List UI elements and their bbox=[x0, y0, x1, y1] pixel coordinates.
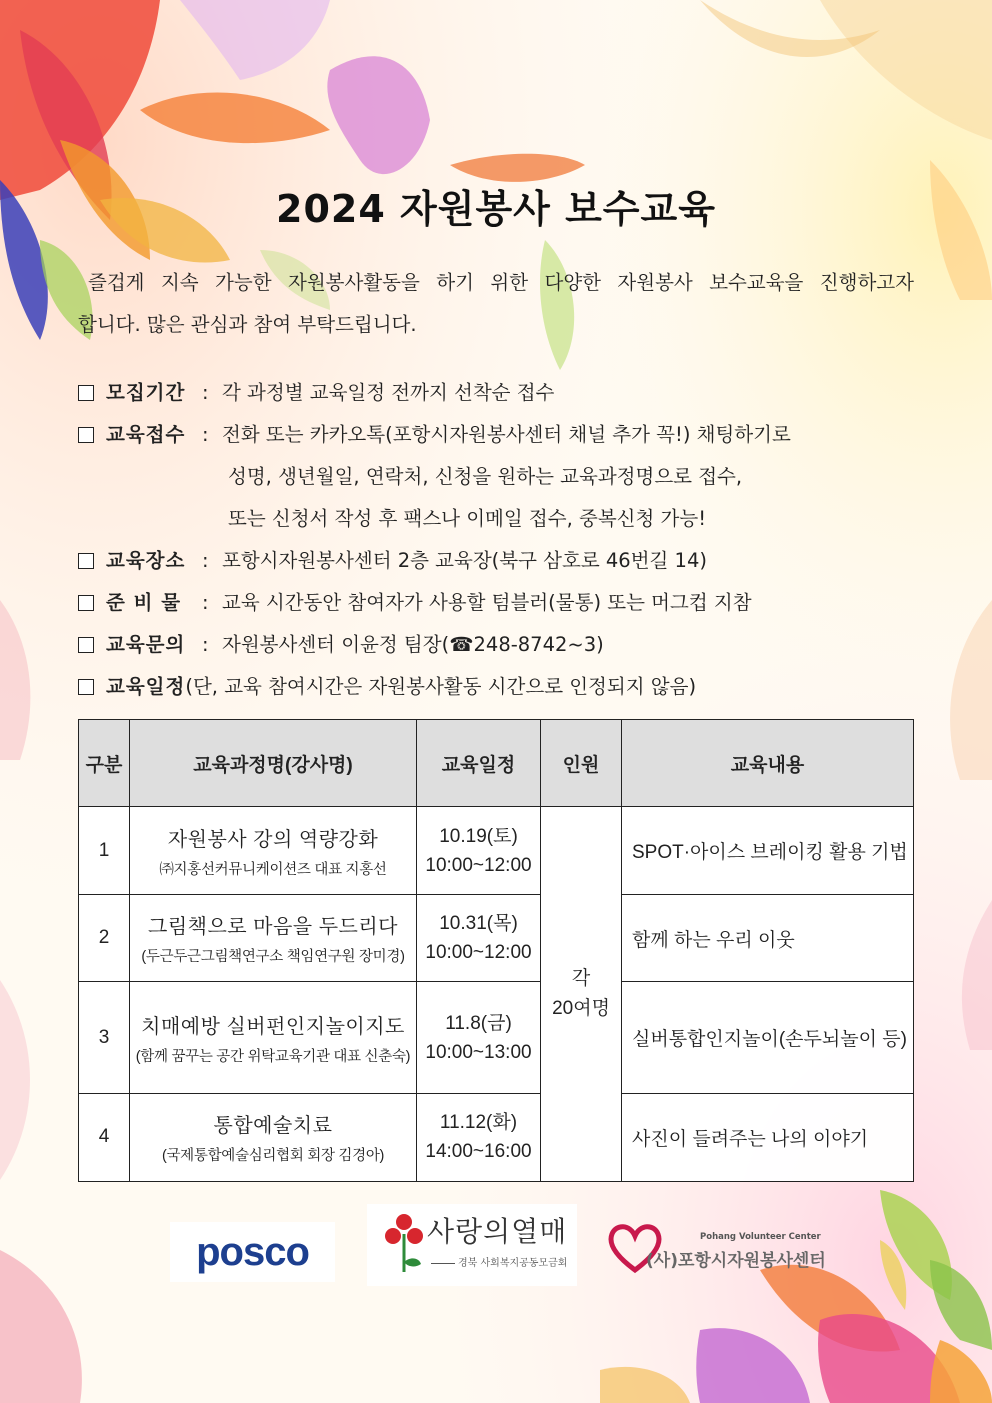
instructor: (함께 꿈꾸는 공간 위탁교육기관 대표 신춘숙) bbox=[135, 1048, 411, 1065]
course-cell bbox=[130, 895, 417, 982]
date: 10.31(목) bbox=[439, 913, 518, 935]
colon: : bbox=[202, 633, 209, 656]
instructor: ㈜지홍선커뮤니케이션즈 대표 지홍선 bbox=[159, 861, 387, 878]
info-label-with-note bbox=[106, 666, 696, 708]
intro-line-2: 합니다. 많은 관심과 참여 부탁드립니다. bbox=[78, 313, 417, 336]
instructor: (두근두근그림책연구소 책임연구원 장미경) bbox=[141, 949, 405, 966]
posco-wordmark: posco bbox=[196, 1229, 309, 1274]
checkbox-icon bbox=[78, 385, 94, 401]
course-cell bbox=[130, 807, 417, 895]
info-item-location bbox=[78, 540, 938, 582]
info-label: 모집기간 bbox=[106, 381, 186, 404]
info-list bbox=[78, 372, 938, 708]
people-cell bbox=[541, 807, 622, 1182]
header-date: 교육일정 bbox=[417, 720, 541, 807]
page-title: 2024 자원봉사 보수교육 bbox=[276, 187, 716, 231]
chest-subtitle-text: 경북 사회복지공동모금회 bbox=[458, 1258, 568, 1269]
info-continuation: 또는 신청서 작성 후 팩스나 이메일 접수, 중복신청 가능! bbox=[228, 507, 707, 530]
time: 10:00~13:00 bbox=[425, 1041, 532, 1063]
center-korean-name: (사)포항시자원봉사센터 bbox=[646, 1251, 826, 1271]
colon: : bbox=[202, 591, 209, 614]
info-continuation: 성명, 생년월일, 연락처, 신청을 원하는 교육과정명으로 접수, bbox=[228, 465, 743, 488]
volunteer-center-logo bbox=[606, 1220, 836, 1284]
date: 10.19(토) bbox=[439, 825, 518, 847]
info-label: 교육일정 bbox=[106, 675, 186, 698]
info-item-schedule bbox=[78, 666, 938, 708]
people-each: 각 bbox=[571, 968, 591, 989]
checkbox-icon bbox=[78, 427, 94, 443]
intro-paragraph bbox=[78, 262, 914, 346]
time: 14:00~16:00 bbox=[425, 1141, 532, 1163]
info-value: 교육 시간동안 참여자가 사용할 텀블러(물통) 또는 머그컵 지참 bbox=[222, 591, 752, 614]
course-name: 자원봉사 강의 역량강화 bbox=[167, 828, 379, 851]
info-label: 교육장소 bbox=[106, 549, 186, 572]
info-label: 교육접수 bbox=[106, 423, 186, 446]
content-cell: 사진이 들려주는 나의 이야기 bbox=[622, 1093, 914, 1181]
row-number: 1 bbox=[79, 807, 130, 895]
table-header-row bbox=[79, 720, 914, 807]
info-item-recruit-period bbox=[78, 372, 938, 414]
header-course: 교육과정명(강사명) bbox=[130, 720, 417, 807]
date-cell bbox=[417, 807, 541, 895]
course-name: 그림책으로 마음을 두드리다 bbox=[148, 916, 398, 939]
chest-subtitle bbox=[431, 1254, 567, 1269]
time: 10:00~12:00 bbox=[425, 942, 532, 964]
intro-line-1: 즐겁게 지속 가능한 자원봉사활동을 하기 위한 다양한 자원봉사 보수교육을 진행하고자 bbox=[88, 271, 914, 294]
center-english-name: Pohang Volunteer Center bbox=[700, 1232, 821, 1242]
date: 11.8(금) bbox=[445, 1012, 512, 1034]
date-cell bbox=[417, 982, 541, 1093]
info-item-contact bbox=[78, 624, 938, 666]
header-division: 구분 bbox=[79, 720, 130, 807]
checkbox-icon bbox=[78, 553, 94, 569]
instructor: (국제통합예술심리협회 회장 김경아) bbox=[161, 1148, 385, 1165]
content-cell: 함께 하는 우리 이웃 bbox=[622, 895, 914, 982]
header-people: 인원 bbox=[541, 720, 622, 807]
row-number: 2 bbox=[79, 895, 130, 982]
info-item-supplies bbox=[78, 582, 938, 624]
info-value: 각 과정별 교육일정 전까지 선착순 접수 bbox=[222, 381, 555, 404]
people-count: 20여명 bbox=[552, 998, 610, 1019]
schedule-note: (단, 교육 참여시간은 자원봉사활동 시간으로 인정되지 않음) bbox=[185, 675, 697, 698]
course-name: 통합예술치료 bbox=[213, 1115, 333, 1138]
header-content: 교육내용 bbox=[622, 720, 914, 807]
table-row bbox=[79, 895, 914, 982]
content-cell: SPOT·아이스 브레이킹 활용 기법 bbox=[622, 807, 914, 895]
course-cell bbox=[130, 1093, 417, 1181]
course-cell bbox=[130, 982, 417, 1093]
info-label: 준 비 물 bbox=[106, 591, 182, 614]
info-value: 자원봉사센터 이윤정 팀장(☎248-8742~3) bbox=[222, 633, 604, 656]
info-value: 전화 또는 카카오톡(포항시자원봉사센터 채널 추가 꼭!) 채팅하기로 bbox=[222, 423, 791, 446]
info-value: 포항시자원봉사센터 2층 교육장(북구 삼호로 46번길 14) bbox=[222, 549, 707, 572]
time: 10:00~12:00 bbox=[425, 854, 532, 876]
fruit-icon bbox=[375, 1212, 433, 1278]
table-row bbox=[79, 982, 914, 1093]
community-chest-logo bbox=[367, 1204, 577, 1286]
checkbox-icon bbox=[78, 679, 94, 695]
sponsor-logos bbox=[0, 1190, 992, 1300]
colon: : bbox=[202, 423, 209, 446]
colon: : bbox=[202, 381, 209, 404]
table-row bbox=[79, 807, 914, 895]
chest-name: 사랑의열매 bbox=[427, 1215, 568, 1248]
date-cell bbox=[417, 895, 541, 982]
table-row bbox=[79, 1093, 914, 1181]
schedule-table bbox=[78, 719, 914, 1182]
checkbox-icon bbox=[78, 637, 94, 653]
row-number: 4 bbox=[79, 1093, 130, 1181]
row-number: 3 bbox=[79, 982, 130, 1093]
content-cell: 실버통합인지놀이(손두뇌놀이 등) bbox=[622, 982, 914, 1093]
course-name: 치매예방 실버펀인지놀이지도 bbox=[141, 1015, 405, 1038]
colon: : bbox=[202, 549, 209, 572]
checkbox-icon bbox=[78, 595, 94, 611]
info-item-registration bbox=[78, 414, 938, 456]
date-cell bbox=[417, 1093, 541, 1181]
posco-logo bbox=[170, 1222, 335, 1282]
date: 11.12(화) bbox=[439, 1112, 518, 1134]
info-label: 교육문의 bbox=[106, 633, 186, 656]
